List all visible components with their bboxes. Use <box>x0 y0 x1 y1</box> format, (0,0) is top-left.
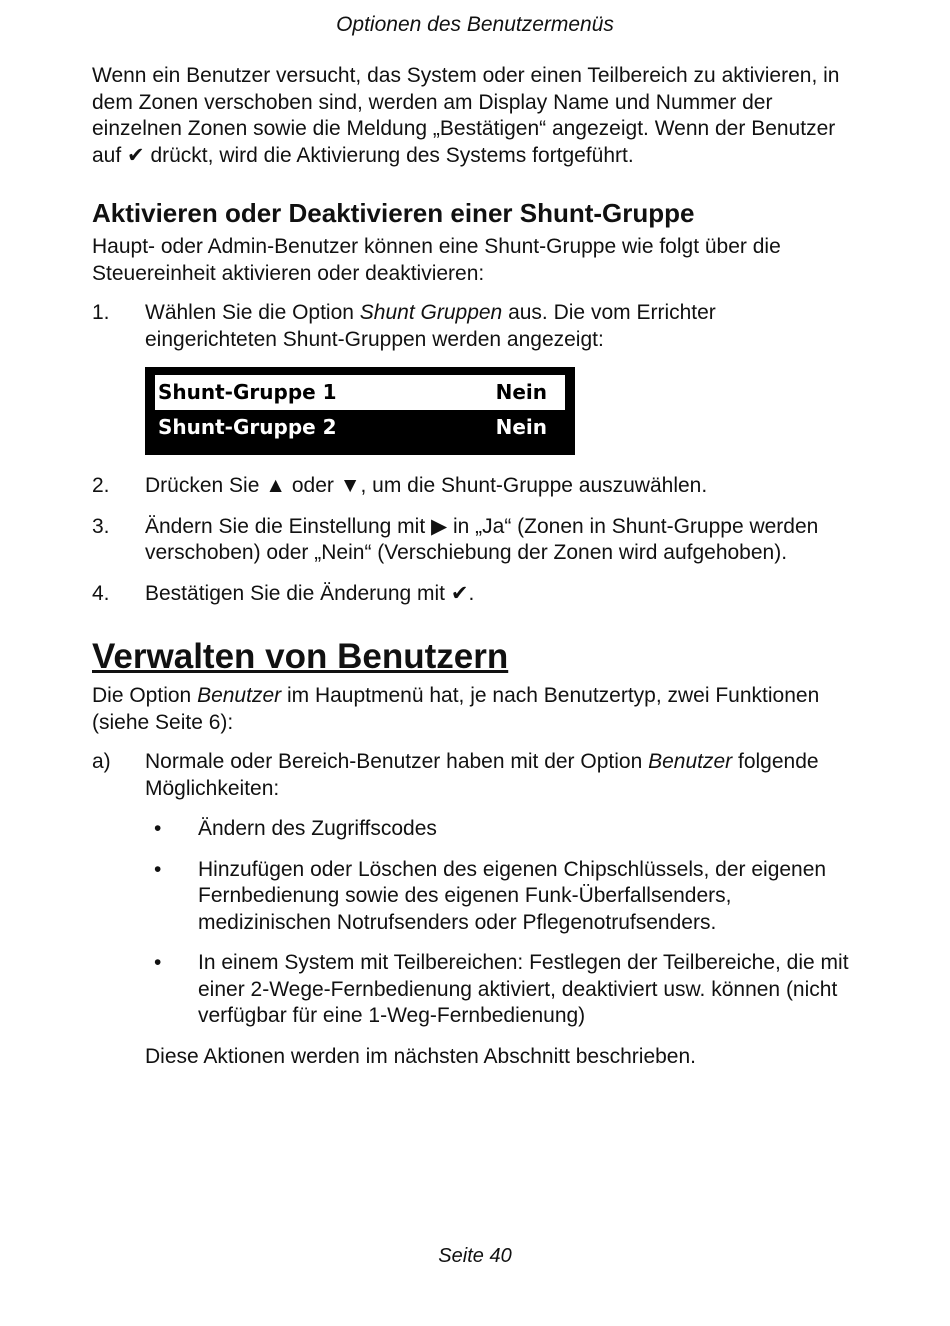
step-text: Drücken Sie ▲ oder ▼, um die Shunt-Gruppe auszuwählen. <box>145 474 708 497</box>
bullet-item <box>145 816 852 843</box>
shunt-step-1 <box>92 300 852 353</box>
bullet-text: In einem System mit Teilbereichen: Festlegen der Teilbereiche, die mit einer 2-Wege-Fernbedienung aktiviert, deaktiviert usw. können (nicht verfügbar für eine 1-Weg-Fernbedienung) <box>198 951 849 1027</box>
bullet-text: Ändern des Zugriffscodes <box>198 817 437 840</box>
step-number: 1. <box>92 301 110 324</box>
step-number: 3. <box>92 514 110 538</box>
display-row <box>155 410 565 445</box>
page-header: Optionen des Benutzermenüs <box>336 13 614 36</box>
intro-paragraph: Wenn ein Benutzer versucht, das System oder einen Teilbereich zu aktivieren, in dem Zonen verschoben sind, werden am Display Name und Nummer der einzelnen Zonen sowie die Meldung „Bestätigen“ angezeigt. Wenn der Benutzer auf ✔ drückt, wird die Aktivierung des Systems fortgeführt. <box>92 64 840 167</box>
bullet-icon: • <box>154 951 162 974</box>
display-row-selected <box>155 375 565 410</box>
bullet-text: Hinzufügen oder Löschen des eigenen Chipschlüssels, der eigenen Fernbedienung sowie des eigenen Funk-Überfallsenders, medizinischen Notrufsenders oder Pflegenotrufsenders. <box>198 857 827 934</box>
shunt-intro: Haupt- oder Admin-Benutzer können eine Shunt-Gruppe wie folgt über die Steuereinheit aktivieren oder deaktivieren: <box>92 235 781 285</box>
display-row-name: Shunt-Gruppe 2 <box>158 415 337 439</box>
display-row-value: Nein <box>495 415 547 439</box>
step-number: 2. <box>92 474 110 497</box>
shunt-step-2 <box>92 473 852 500</box>
page-content <box>92 63 852 1070</box>
users-intro: Die Option Benutzer im Hauptmenü hat, je nach Benutzertyp, zwei Funktionen (siehe Seite 6): <box>92 684 820 734</box>
bullet-icon: • <box>154 817 162 840</box>
closing-text: Diese Aktionen werden im nächsten Abschnitt beschrieben. <box>145 1044 696 1068</box>
display-row-name: Shunt-Gruppe 1 <box>158 380 337 404</box>
bullet-item <box>145 857 852 937</box>
shunt-step-4 <box>92 581 852 608</box>
shunt-step-3 <box>92 514 852 567</box>
step-number: 4. <box>92 581 110 605</box>
item-letter: a) <box>92 750 111 773</box>
users-item-a <box>92 749 852 802</box>
step-text: Ändern Sie die Einstellung mit ▶ in „Ja“ (Zonen in Shunt-Gruppe werden verschoben) oder „Nein“ (Verschiebung der Zonen wird aufgehoben). <box>145 514 819 564</box>
step-text: Bestätigen Sie die Änderung mit ✔. <box>145 581 475 605</box>
bullet-icon: • <box>154 857 162 881</box>
page-number: Seite 40 <box>438 1245 512 1267</box>
step-text: Wählen Sie die Option Shunt Gruppen aus. Die vom Errichter eingerichteten Shunt-Gruppen werden angezeigt: <box>145 301 716 351</box>
shunt-heading: Aktivieren oder Deaktivieren einer Shunt-Gruppe <box>92 198 695 228</box>
item-text: Normale oder Bereich-Benutzer haben mit der Option Benutzer folgende Möglichkeiten: <box>145 750 819 800</box>
display-row-value: Nein <box>495 380 547 404</box>
shunt-display <box>145 367 575 455</box>
users-heading: Verwalten von Benutzern <box>92 637 509 676</box>
bullet-item <box>145 950 852 1030</box>
